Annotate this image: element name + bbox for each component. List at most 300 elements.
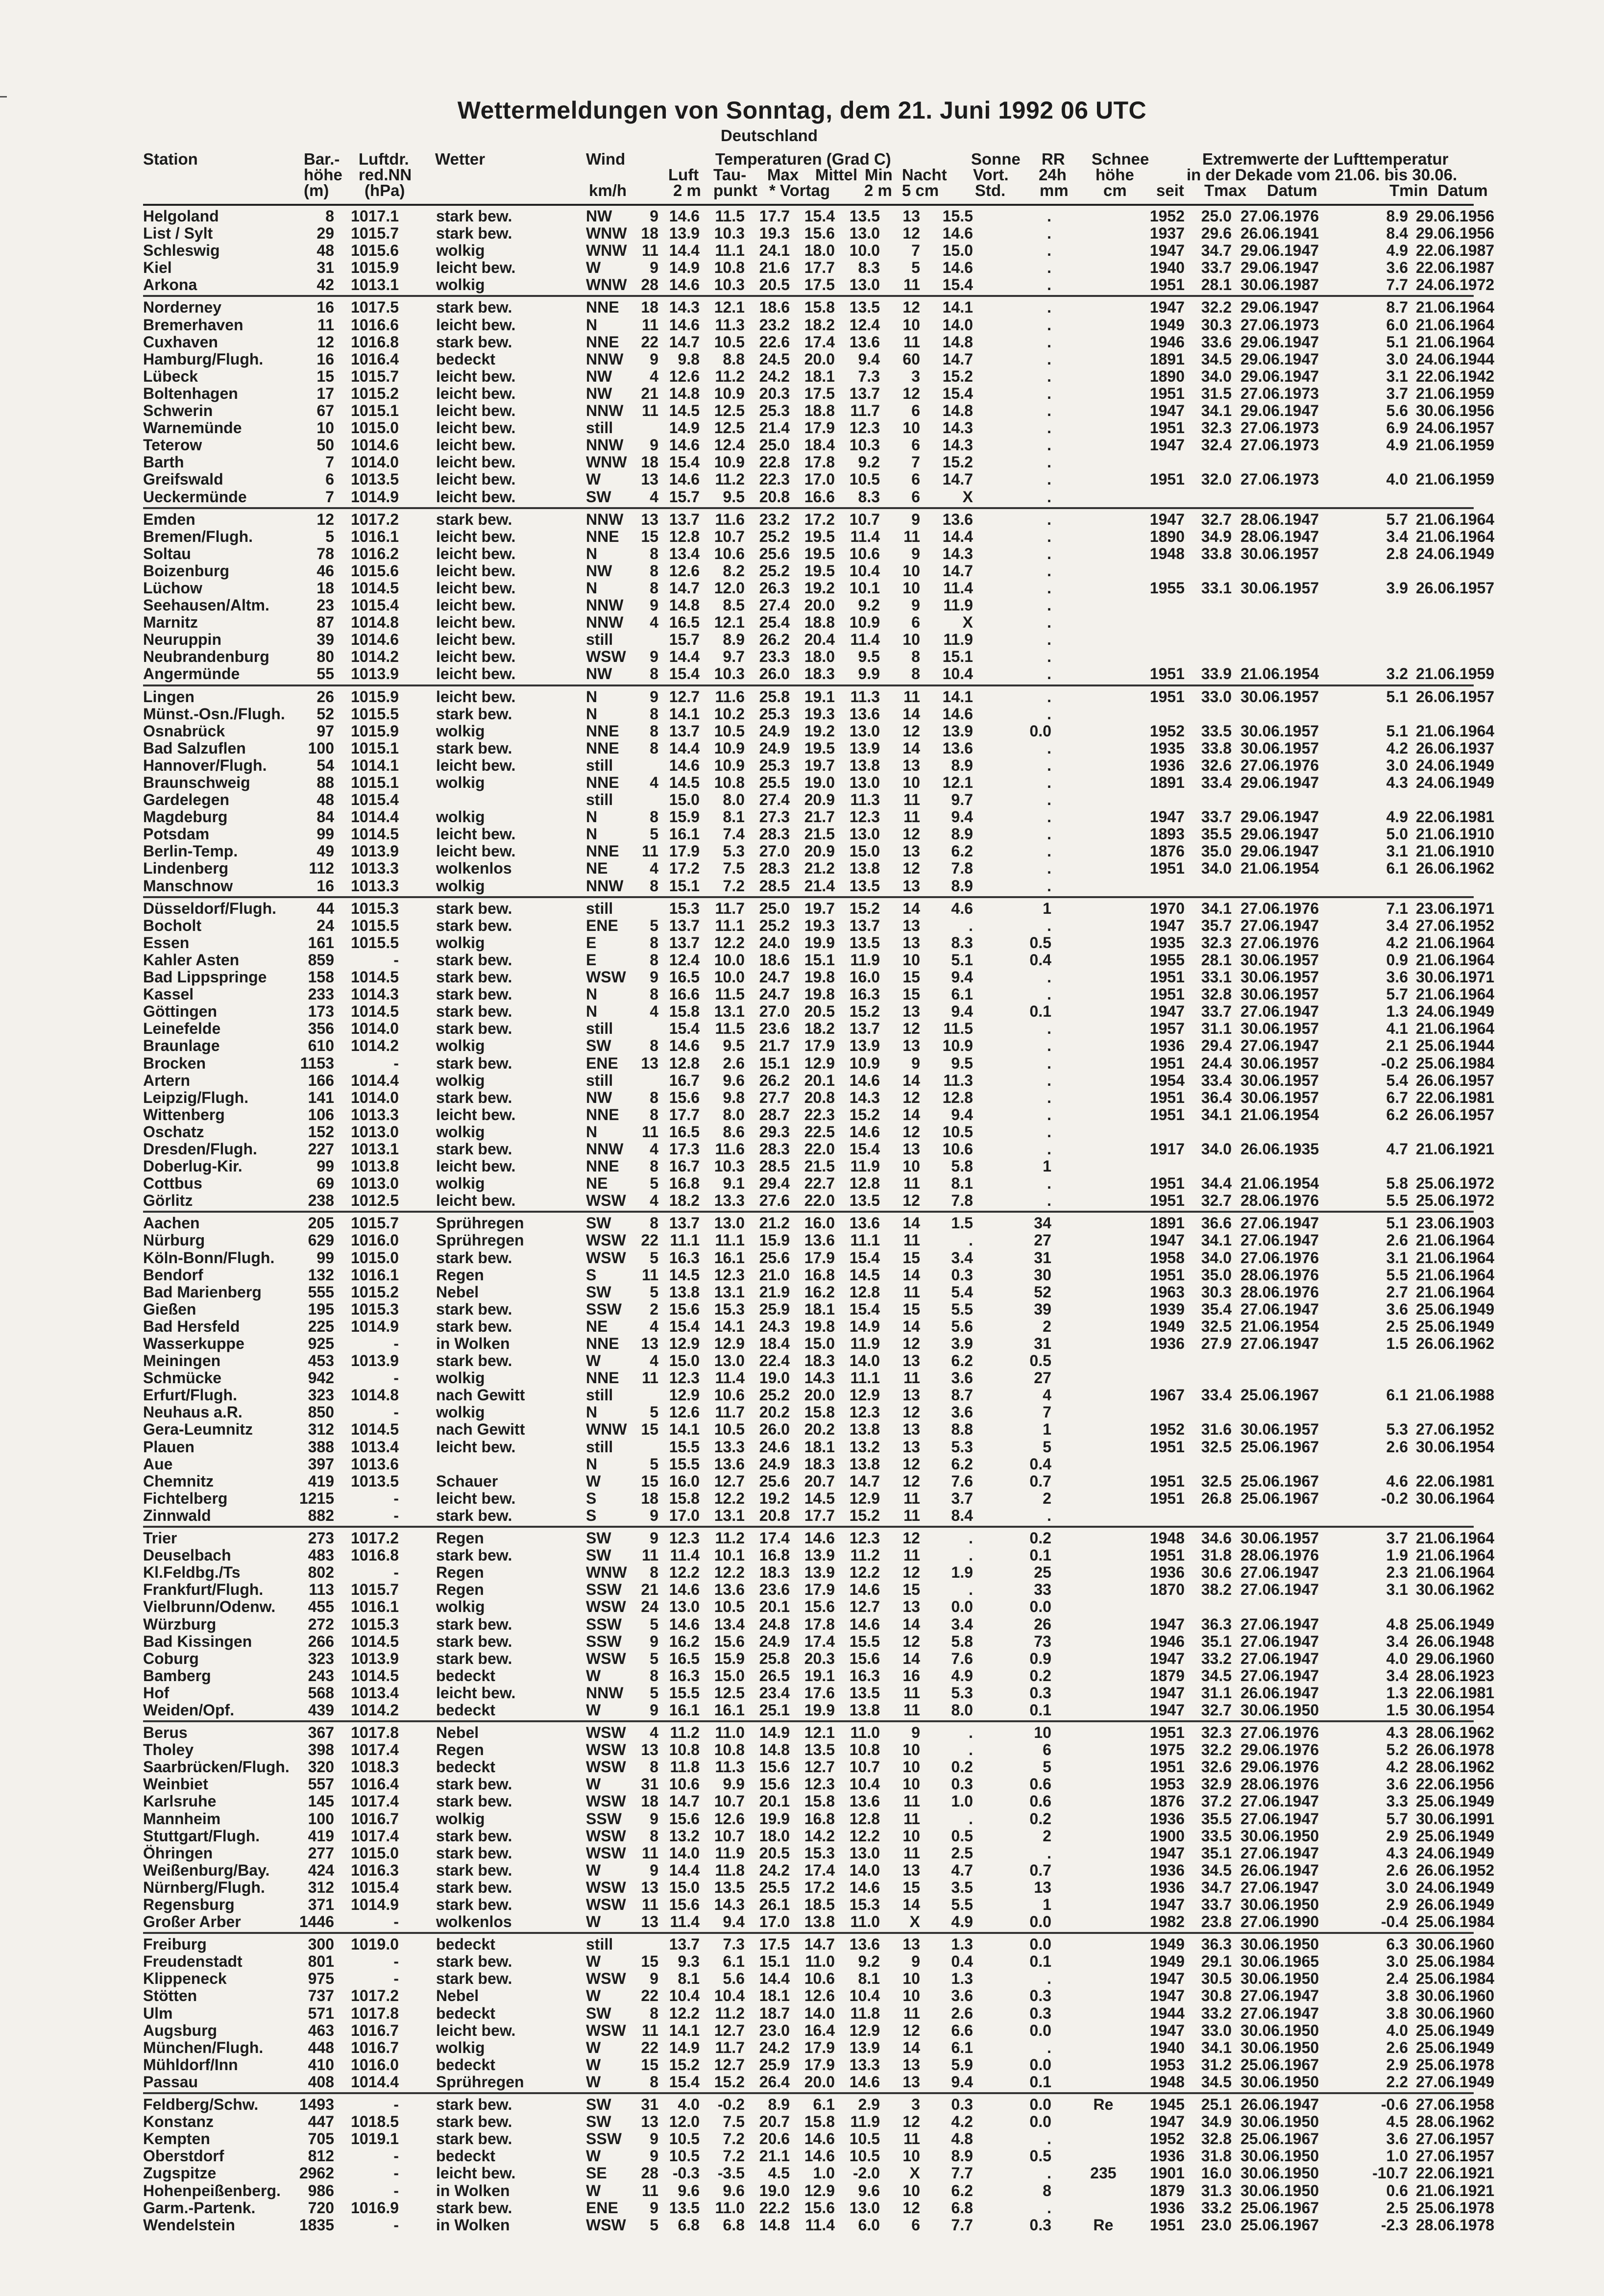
max-temp-cell: 17.7 [759, 207, 790, 225]
tmax-cell: 35.4 [1201, 1300, 1232, 1318]
wind-direction-cell: SSW [586, 2130, 622, 2148]
air-temp-cell: 14.3 [669, 298, 700, 317]
wind-direction-cell: N [586, 808, 598, 826]
sunshine-cell: 6.2 [951, 1352, 973, 1370]
dew-point-cell: 11.2 [715, 367, 745, 385]
sunshine-cell: 8.8 [951, 1420, 973, 1439]
pressure-cell: 1015.7 [351, 1214, 399, 1232]
tmin-date-cell: 26.06.1957 [1416, 687, 1495, 706]
station-name-cell: Würzburg [143, 1615, 217, 1633]
since-year-cell: 1947 [1149, 510, 1185, 528]
sunshine-cell: 1.9 [951, 1563, 973, 1582]
mean-temp-cell: 11.4 [805, 2216, 835, 2234]
tmax-cell: 30.8 [1201, 1987, 1232, 2005]
station-name-cell: Plauen [143, 1438, 194, 1456]
tmin-date-cell: 21.06.1964 [1416, 1529, 1495, 1547]
precipitation-cell: 0.4 [1029, 1455, 1051, 1473]
mean-temp-cell: 19.5 [804, 562, 835, 580]
since-year-cell: 1879 [1149, 2181, 1185, 2199]
barometer-height-cell: 737 [308, 1987, 334, 2005]
station-name-cell: Ueckermünde [143, 488, 247, 506]
min-temp-cell: 10.8 [849, 1741, 880, 1759]
tmax-date-cell: 29.06.1947 [1240, 259, 1319, 277]
tmax-date-cell: 30.06.1950 [1240, 1896, 1319, 1913]
barometer-height-cell: 568 [308, 1684, 334, 1702]
max-temp-cell: 15.1 [759, 1054, 790, 1072]
dew-point-cell: 10.9 [714, 739, 745, 757]
table-row [143, 1002, 1495, 1021]
night-temp-cell: 12 [902, 1192, 920, 1210]
sunshine-cell: . [969, 1581, 973, 1599]
tmin-date-cell: 26.06.1957 [1416, 1105, 1495, 1124]
mean-temp-cell: 18.1 [804, 1438, 835, 1456]
min-temp-cell: 13.9 [849, 2038, 880, 2056]
wind-speed-cell: 5 [650, 1174, 658, 1193]
station-name-cell: Oschatz [143, 1123, 204, 1141]
weather-cell: leicht bew. [436, 436, 516, 454]
mean-temp-cell: 21.5 [804, 1157, 835, 1175]
mean-temp-cell: 18.1 [804, 367, 835, 385]
wind-direction-cell: N [586, 579, 598, 597]
tmin-date-cell: 21.06.1964 [1416, 933, 1495, 952]
tmax-date-cell: 29.06.1947 [1240, 808, 1319, 826]
header-wind: Wind [586, 150, 626, 168]
table-row [143, 1684, 1495, 1702]
tmax-date-cell: 21.06.1954 [1240, 1317, 1319, 1335]
dew-point-cell: 7.5 [723, 2113, 745, 2131]
pressure-cell: 1014.6 [351, 436, 399, 454]
precipitation-cell: 0.5 [1029, 1352, 1051, 1370]
wind-speed-cell: 21 [641, 1581, 658, 1599]
pressure-cell: 1016.6 [351, 316, 399, 334]
air-temp-cell: 14.1 [669, 2021, 700, 2039]
pressure-cell: 1016.1 [351, 1266, 399, 1284]
table-row [143, 614, 1474, 631]
precipitation-cell: 0.5 [1029, 2147, 1051, 2165]
since-year-cell: 1951 [1149, 276, 1185, 294]
min-temp-cell: 15.2 [849, 1002, 880, 1021]
air-temp-cell: 15.0 [669, 1878, 700, 1896]
weather-cell: leicht bew. [436, 2021, 516, 2039]
air-temp-cell: 16.3 [669, 1666, 700, 1685]
tmax-date-cell: 25.06.1967 [1240, 1489, 1319, 1507]
air-temp-cell: 14.4 [669, 1861, 700, 1879]
table-row [143, 1266, 1495, 1284]
tmin-date-cell: 25.06.1984 [1416, 1970, 1495, 1988]
mean-temp-cell: 17.5 [804, 276, 835, 294]
tmax-cell: 33.6 [1201, 333, 1232, 351]
wind-direction-cell: still [586, 1020, 613, 1038]
tmin-cell: 1.3 [1386, 1684, 1408, 1702]
pressure-cell: 1015.1 [351, 402, 399, 420]
night-temp-cell: 15 [902, 985, 920, 1003]
tmax-date-cell: 27.06.1947 [1240, 1844, 1319, 1862]
sunshine-cell: 4.9 [951, 1913, 973, 1931]
air-temp-cell: 13.7 [669, 1214, 700, 1232]
wind-speed-cell: 5 [650, 1649, 658, 1667]
air-temp-cell: 12.2 [669, 2004, 700, 2022]
barometer-height-cell: 610 [308, 1037, 334, 1055]
mean-temp-cell: 20.5 [804, 1002, 835, 1021]
precipitation-cell: 0.0 [1029, 2113, 1051, 2131]
table-row [143, 316, 1495, 334]
air-temp-cell: 15.5 [669, 1455, 700, 1473]
tmin-date-cell: 24.06.1949 [1416, 756, 1495, 774]
station-name-cell: Köln-Bonn/Flugh. [143, 1248, 275, 1267]
pressure-cell: 1014.2 [351, 1037, 399, 1055]
page-title: Wettermeldungen von Sonntag, dem 21. Juni 1992 06 UTC [457, 97, 1147, 124]
weather-cell: wolkig [436, 1403, 485, 1421]
tmax-date-cell: 28.06.1976 [1240, 1283, 1319, 1301]
wind-speed-cell: 8 [650, 933, 658, 952]
sunshine-cell: 3.6 [951, 1403, 973, 1421]
table-row [143, 1701, 1495, 1719]
precipitation-cell: . [1047, 470, 1051, 489]
tmax-date-cell: 27.06.1947 [1240, 916, 1319, 934]
precipitation-cell: 0.0 [1029, 1598, 1051, 1616]
max-temp-cell: 26.0 [759, 1420, 790, 1439]
barometer-height-cell: 15 [316, 367, 334, 385]
tmax-date-cell: 30.06.1950 [1240, 2113, 1319, 2131]
max-temp-cell: 25.3 [759, 402, 790, 420]
station-name-cell: Zugspitze [143, 2164, 217, 2182]
tmax-date-cell: 25.06.1967 [1240, 1386, 1319, 1404]
max-temp-cell: 26.3 [759, 579, 790, 597]
max-temp-cell: 19.0 [759, 2181, 790, 2199]
tmax-date-cell: 25.06.1967 [1240, 2130, 1319, 2148]
tmax-cell: 34.7 [1201, 242, 1232, 260]
dew-point-cell: 13.3 [714, 1192, 745, 1210]
tmin-date-cell: 21.06.1910 [1416, 825, 1495, 843]
air-temp-cell: 16.5 [669, 1649, 700, 1667]
night-temp-cell: 60 [902, 350, 920, 368]
max-temp-cell: 16.8 [759, 1546, 790, 1564]
tmax-date-cell: 27.06.1947 [1240, 1231, 1319, 1249]
tmin-cell: 2.6 [1386, 1438, 1408, 1456]
tmin-cell: 2.9 [1386, 1896, 1408, 1913]
dew-point-cell: 11.5 [715, 207, 745, 225]
air-temp-cell: 14.6 [669, 470, 700, 489]
air-temp-cell: 6.8 [678, 2216, 700, 2234]
since-year-cell: 1939 [1149, 1300, 1185, 1318]
pressure-cell: - [393, 1563, 399, 1582]
weather-cell: wolkig [436, 276, 485, 294]
station-name-cell: Braunlage [143, 1037, 220, 1055]
wind-speed-cell: 9 [650, 1506, 658, 1524]
max-temp-cell: 25.0 [759, 899, 790, 917]
precipitation-cell: . [1047, 242, 1051, 260]
dew-point-cell: 13.6 [714, 1455, 745, 1473]
tmin-cell: -0.2 [1381, 1489, 1408, 1507]
max-temp-cell: 20.5 [759, 276, 790, 294]
since-year-cell: 1951 [1149, 1054, 1185, 1072]
pressure-cell: 1014.5 [351, 1420, 399, 1439]
tmax-cell: 31.1 [1201, 1020, 1232, 1038]
weather-cell: stark bew. [436, 916, 512, 934]
barometer-height-cell: 39 [316, 631, 334, 649]
min-temp-cell: 10.9 [849, 613, 880, 632]
weather-cell: leicht bew. [436, 562, 516, 580]
station-name-cell: Vielbrunn/Odenw. [143, 1598, 276, 1616]
air-temp-cell: -0.3 [672, 2164, 700, 2182]
precipitation-cell: . [1047, 488, 1051, 506]
max-temp-cell: 20.3 [759, 384, 790, 402]
weather-cell: leicht bew. [436, 419, 516, 437]
barometer-height-cell: 629 [308, 1231, 334, 1249]
air-temp-cell: 11.4 [670, 1913, 700, 1931]
group-separator [143, 1526, 1474, 1528]
night-temp-cell: 10 [902, 579, 920, 597]
tmax-date-cell: 21.06.1954 [1240, 665, 1319, 683]
air-temp-cell: 10.4 [669, 1987, 700, 2005]
tmax-date-cell: 26.06.1947 [1240, 1861, 1319, 1879]
sunshine-cell: 8.1 [951, 1174, 973, 1193]
tmin-date-cell: 27.06.1949 [1416, 2073, 1495, 2091]
wind-speed-cell: 11 [642, 842, 658, 860]
tmin-date-cell: 26.06.1962 [1416, 1335, 1495, 1352]
sunshine-cell: 14.3 [942, 544, 973, 562]
mean-temp-cell: 16.4 [804, 2021, 835, 2039]
dew-point-cell: 13.0 [714, 1214, 745, 1232]
tmin-cell: 1.3 [1386, 1002, 1408, 1021]
night-temp-cell: 3 [911, 367, 920, 385]
weather-cell: stark bew. [436, 1506, 512, 1524]
pressure-cell: - [393, 2216, 399, 2234]
wind-speed-cell: 8 [650, 2073, 658, 2091]
tmax-date-cell: 28.06.1947 [1240, 527, 1319, 545]
max-temp-cell: 18.6 [759, 951, 790, 969]
max-temp-cell: 21.6 [759, 259, 790, 277]
tmin-cell: 4.9 [1386, 436, 1408, 454]
barometer-height-cell: 48 [316, 791, 334, 809]
weather-cell: stark bew. [436, 951, 512, 969]
dew-point-cell: 10.3 [714, 1157, 745, 1175]
dew-point-cell: 12.1 [714, 613, 745, 632]
wind-speed-cell: 9 [650, 259, 658, 277]
since-year-cell: 1949 [1149, 1953, 1185, 1971]
barometer-height-cell: 46 [316, 562, 334, 580]
tmax-cell: 36.3 [1201, 1615, 1232, 1633]
station-name-cell: Görlitz [143, 1192, 193, 1210]
since-year-cell: 1951 [1149, 1192, 1185, 1210]
since-year-cell: 1936 [1149, 1037, 1185, 1055]
table-row [143, 722, 1495, 740]
tmax-cell: 34.1 [1201, 899, 1232, 917]
tmax-cell: 34.1 [1201, 1105, 1232, 1124]
weather-cell: in Wolken [436, 2216, 510, 2234]
mean-temp-cell: 14.6 [804, 2130, 835, 2148]
night-temp-cell: 10 [902, 951, 920, 969]
table-row [143, 2055, 1495, 2074]
table-row [143, 1105, 1495, 1124]
night-temp-cell: 12 [902, 224, 920, 243]
night-temp-cell: 14 [902, 1896, 920, 1913]
tmax-date-cell: 27.06.1947 [1240, 1615, 1319, 1633]
tmin-date-cell: 30.06.1954 [1416, 1701, 1495, 1719]
air-temp-cell: 15.3 [669, 899, 700, 917]
since-year-cell: 1967 [1149, 1386, 1185, 1404]
precipitation-cell: . [1047, 224, 1051, 243]
precipitation-cell: 31 [1034, 1248, 1051, 1267]
air-temp-cell: 16.5 [669, 1123, 700, 1141]
tmin-cell: 8.7 [1386, 298, 1408, 317]
tmax-cell: 34.5 [1201, 1861, 1232, 1879]
mean-temp-cell: 19.9 [804, 1701, 835, 1719]
wind-direction-cell: NNE [586, 333, 619, 351]
table-row [143, 687, 1495, 706]
tmax-cell: 35.1 [1201, 1632, 1232, 1650]
tmax-date-cell: 29.06.1947 [1240, 298, 1319, 317]
night-temp-cell: 13 [902, 2073, 920, 2091]
sunshine-cell: 12.1 [942, 774, 973, 791]
max-temp-cell: 24.1 [759, 242, 790, 260]
sunshine-cell: 15.4 [942, 276, 973, 294]
tmin-cell: 4.2 [1386, 933, 1408, 952]
dew-point-cell: 11.0 [715, 1724, 745, 1742]
dew-point-cell: 9.6 [723, 2181, 745, 2199]
tmin-cell: 5.1 [1386, 333, 1408, 351]
header-bar: Bar.- [304, 150, 340, 168]
max-temp-cell: 22.4 [759, 1352, 790, 1370]
dew-point-cell: 10.5 [714, 1598, 745, 1616]
min-temp-cell: 14.6 [849, 1581, 880, 1599]
mean-temp-cell: 17.7 [804, 1506, 835, 1524]
wind-direction-cell: W [586, 1987, 601, 2005]
sunshine-cell: 3.6 [951, 1369, 973, 1387]
night-temp-cell: 10 [902, 2147, 920, 2165]
air-temp-cell: 14.4 [669, 648, 700, 666]
barometer-height-cell: 277 [308, 1844, 334, 1862]
table-row [143, 1283, 1495, 1301]
barometer-height-cell: 419 [308, 1827, 334, 1845]
tmax-date-cell: 27.06.1976 [1240, 1724, 1319, 1742]
sunshine-cell: 3.5 [951, 1878, 973, 1896]
mean-temp-cell: 15.6 [804, 2198, 835, 2217]
since-year-cell: 1951 [1149, 1472, 1185, 1490]
since-year-cell: 1937 [1149, 224, 1185, 243]
air-temp-cell: 14.6 [669, 756, 700, 774]
sunshine-cell: 6.2 [951, 1455, 973, 1473]
night-temp-cell: 13 [902, 1420, 920, 1439]
sunshine-cell: 3.4 [951, 1615, 973, 1633]
air-temp-cell: 15.5 [669, 1684, 700, 1702]
max-temp-cell: 25.0 [759, 436, 790, 454]
station-name-cell: Nürburg [143, 1231, 205, 1249]
tmin-cell: 6.1 [1386, 1386, 1408, 1404]
night-temp-cell: 14 [902, 2038, 920, 2056]
tmin-date-cell: 24.06.1949 [1416, 774, 1495, 791]
wind-speed-cell: 8 [650, 1157, 658, 1175]
max-temp-cell: 22.8 [759, 453, 790, 471]
max-temp-cell: 26.1 [759, 1896, 790, 1913]
weather-cell: stark bew. [436, 2198, 512, 2217]
sunshine-cell: 1.0 [951, 1792, 973, 1810]
barometer-height-cell: 84 [316, 808, 334, 826]
sunshine-cell: 0.0 [951, 1598, 973, 1616]
wind-speed-cell: 9 [650, 1701, 658, 1719]
since-year-cell: 1948 [1149, 2073, 1185, 2091]
precipitation-cell: 13 [1034, 1878, 1051, 1896]
precipitation-cell: 52 [1034, 1283, 1051, 1301]
dew-point-cell: 9.5 [723, 488, 745, 506]
tmax-date-cell: 30.06.1957 [1240, 722, 1319, 740]
weather-cell: wolkig [436, 722, 485, 740]
precipitation-cell: . [1047, 1020, 1051, 1038]
tmax-cell: 32.8 [1201, 2130, 1232, 2148]
tmin-cell: 8.9 [1386, 207, 1408, 225]
dew-point-cell: 11.6 [715, 1140, 745, 1158]
air-temp-cell: 11.1 [670, 1231, 700, 1249]
pressure-cell: 1016.9 [351, 2198, 399, 2217]
weather-cell: leicht bew. [436, 665, 516, 683]
air-temp-cell: 4.0 [678, 2096, 700, 2114]
precipitation-cell: . [1047, 985, 1051, 1003]
table-row [143, 1632, 1495, 1650]
station-name-cell: Lingen [143, 687, 194, 706]
tmin-cell: 3.4 [1386, 527, 1408, 545]
tmin-cell: 5.2 [1386, 1741, 1408, 1759]
wind-direction-cell: WSW [586, 1758, 626, 1776]
min-temp-cell: 9.2 [858, 1953, 880, 1971]
barometer-height-cell: 1835 [299, 2216, 334, 2234]
mean-temp-cell: 18.3 [804, 665, 835, 683]
tmax-cell: 32.3 [1201, 933, 1232, 952]
precipitation-cell: . [1047, 631, 1051, 649]
max-temp-cell: 25.2 [759, 527, 790, 545]
max-temp-cell: 8.9 [768, 2096, 790, 2114]
sunshine-cell: 15.2 [942, 453, 973, 471]
tmin-cell: -2.3 [1381, 2216, 1408, 2234]
tmin-date-cell: 30.06.1960 [1416, 2004, 1495, 2022]
precipitation-cell: 0.0 [1029, 2096, 1051, 2114]
since-year-cell: 1949 [1149, 1317, 1185, 1335]
weather-cell: stark bew. [436, 1792, 512, 1810]
snow-depth-cell: 235 [1090, 2164, 1117, 2182]
sunshine-cell: 8.9 [951, 756, 973, 774]
barometer-height-cell: 1446 [299, 1913, 334, 1931]
weather-cell: wolkig [436, 933, 485, 952]
tmax-cell: 29.4 [1201, 1037, 1232, 1055]
wind-direction-cell: N [586, 1455, 598, 1473]
tmin-cell: 2.7 [1386, 1283, 1408, 1301]
precipitation-cell: 2 [1043, 1489, 1051, 1507]
since-year-cell: 1951 [1149, 985, 1185, 1003]
since-year-cell: 1876 [1149, 1792, 1185, 1810]
min-temp-cell: 14.6 [849, 1878, 880, 1896]
air-temp-cell: 16.7 [669, 1157, 700, 1175]
min-temp-cell: 13.6 [849, 705, 880, 723]
wind-direction-cell: WSW [586, 1896, 626, 1913]
table-row [143, 2004, 1495, 2022]
air-temp-cell: 13.0 [669, 1598, 700, 1616]
pressure-cell: 1014.4 [351, 2073, 399, 2091]
precipitation-cell: 30 [1034, 1266, 1051, 1284]
station-name-cell: Magdeburg [143, 808, 228, 826]
night-temp-cell: 10 [902, 316, 920, 334]
wind-speed-cell: 9 [650, 2130, 658, 2148]
weather-cell: leicht bew. [436, 687, 516, 706]
since-year-cell: 1951 [1149, 665, 1185, 683]
station-name-cell: Öhringen [143, 1844, 213, 1862]
barometer-height-cell: 158 [308, 968, 334, 986]
sunshine-cell: 11.3 [943, 1071, 973, 1089]
barometer-height-cell: 410 [308, 2055, 334, 2074]
sunshine-cell: 10.9 [942, 1037, 973, 1055]
tmin-cell: 2.4 [1386, 1970, 1408, 1988]
night-temp-cell: 11 [903, 791, 920, 809]
tmin-cell: 5.4 [1386, 1071, 1408, 1089]
weather-cell: leicht bew. [436, 544, 516, 562]
